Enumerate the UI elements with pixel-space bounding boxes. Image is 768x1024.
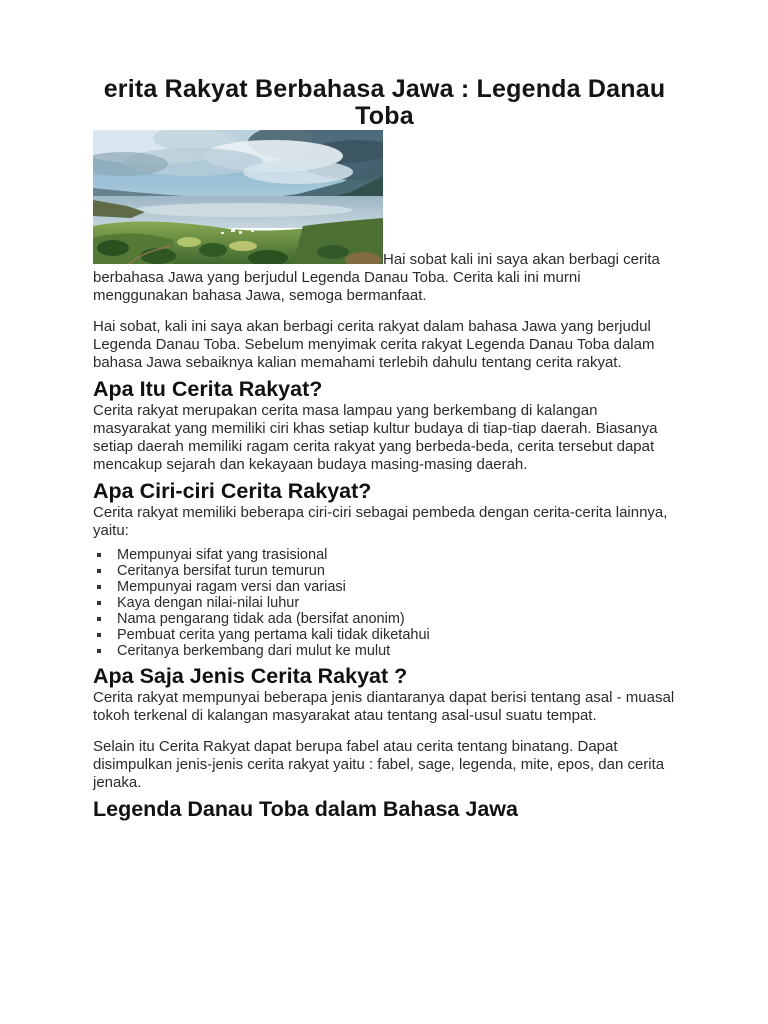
intro-paragraph: [93, 130, 676, 305]
characteristics-list: [93, 547, 676, 659]
intro-text: Hai sobat kali ini saya akan berbagi cerita berbahasa Jawa yang berjudul Legenda Danau Toba. Cerita kali ini murni menggunakan bahasa Jawa, semoga bermanfaat.: [93, 251, 660, 304]
section-heading-characteristics: Apa Ciri-ciri Cerita Rakyat?: [93, 479, 372, 503]
what-is-paragraph: Cerita rakyat merupakan cerita masa lampau yang berkembang di kalangan masyarakat yang memiliki ciri khas setiap kultur budaya di tiap-tiap daerah. Biasanya setiap daerah memiliki ragam cerita rakyat yang berbeda-beda, cerita tersebut dapat mencakup sejarah dan kekayaan budaya masing-masing daerah.: [93, 402, 658, 473]
list-item: Ceritanya bersifat turun temurun: [93, 563, 676, 579]
lake-toba-photo: [93, 130, 383, 264]
section-heading-types: Apa Saja Jenis Cerita Rakyat ?: [93, 664, 408, 688]
characteristics-paragraph: Cerita rakyat memiliki beberapa ciri-ciri sebagai pembeda dengan cerita-cerita lainnya, yaitu:: [93, 504, 668, 539]
types-paragraph-2: Selain itu Cerita Rakyat dapat berupa fabel atau cerita tentang binatang. Dapat disimpulkan jenis-jenis cerita rakyat yaitu : fabel, sage, legenda, mite, epos, dan cerita jenaka.: [93, 738, 665, 791]
page-title: erita Rakyat Berbahasa Jawa : Legenda Danau Toba: [103, 75, 666, 130]
list-item: Mempunyai ragam versi dan variasi: [93, 579, 676, 595]
section-heading-legend: Legenda Danau Toba dalam Bahasa Jawa: [93, 797, 518, 821]
list-item: Nama pengarang tidak ada (bersifat anonim): [93, 611, 676, 627]
section-heading-what-is: Apa Itu Cerita Rakyat?: [93, 377, 323, 401]
list-item: Ceritanya berkembang dari mulut ke mulut: [93, 643, 676, 659]
types-paragraph-1: Cerita rakyat mempunyai beberapa jenis diantaranya dapat berisi tentang asal - muasal tokoh terkenal di kalangan masyarakat atau tentang asal-usul suatu tempat.: [93, 689, 675, 724]
list-item: Pembuat cerita yang pertama kali tidak diketahui: [93, 627, 676, 643]
list-item: Mempunyai sifat yang trasisional: [93, 547, 676, 563]
list-item: Kaya dengan nilai-nilai luhur: [93, 595, 676, 611]
lead-paragraph: Hai sobat, kali ini saya akan berbagi cerita rakyat dalam bahasa Jawa yang berjudul Legenda Danau Toba. Sebelum menyimak cerita rakyat Legenda Danau Toba dalam bahasa Jawa sebaiknya kalian memahami terlebih dahulu tentang cerita rakyat.: [93, 318, 655, 371]
